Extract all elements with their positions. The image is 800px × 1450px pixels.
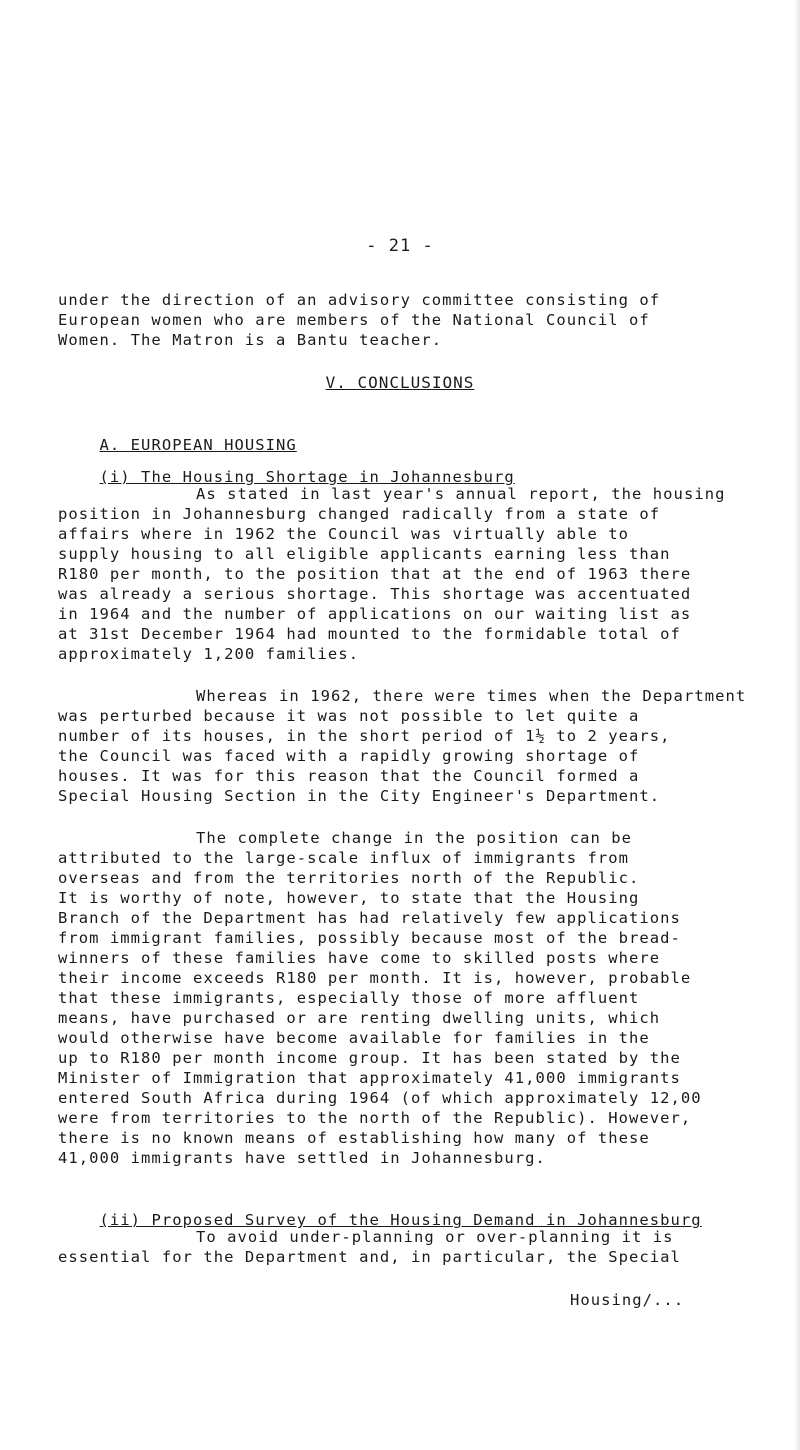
section-heading <box>0 373 800 392</box>
para1-line-5: R180 per month, to the position that at the end of 1963 there <box>58 565 692 583</box>
intro-line-2: European women who are members of the National Council of <box>58 311 650 329</box>
para1-line-6: was already a serious shortage. This shortage was accentuated <box>58 585 692 603</box>
heading-ii-text: (ii) Proposed Survey of the Housing Demand in Johannesburg <box>99 1211 702 1230</box>
heading-i-text: (i) The Housing Shortage in Johannesburg <box>99 468 515 487</box>
page-edge-shadow <box>794 0 800 1450</box>
para3-line-2: attributed to the large-scale influx of immigrants from <box>58 849 629 867</box>
para2-line-6: Special Housing Section in the City Engineer's Department. <box>58 787 661 805</box>
para3-line-12: up to R180 per month income group. It has been stated by the <box>58 1049 681 1067</box>
para1-line-7: in 1964 and the number of applications on our waiting list as <box>58 605 692 623</box>
para3-line-5: Branch of the Department has had relatively few applications <box>58 909 681 927</box>
para3-line-1 <box>58 828 798 848</box>
para3-line-6: from immigrant families, possibly because most of the bread- <box>58 929 681 947</box>
para3-line-17: 41,000 immigrants have settled in Johannesburg. <box>58 1149 546 1167</box>
para3-line-10: means, have purchased or are renting dwelling units, which <box>58 1009 661 1027</box>
para3-line-1-text: The complete change in the position can be <box>196 829 633 847</box>
para2-line-3: number of its houses, in the short period of 1½ to 2 years, <box>58 727 671 745</box>
para1-line-3: affairs where in 1962 the Council was virtually able to <box>58 525 629 543</box>
para3-line-4: It is worthy of note, however, to state that the Housing <box>58 889 640 907</box>
para4-line-1-text: To avoid under-planning or over-planning it is <box>196 1228 674 1246</box>
para1-line-2: position in Johannesburg changed radically from a state of <box>58 505 661 523</box>
catchword: Housing/... <box>570 1291 685 1309</box>
para2-line-5: houses. It was for this reason that the Council formed a <box>58 767 640 785</box>
para2-line-1-text: Whereas in 1962, there were times when the Department <box>196 687 747 705</box>
section-heading-text: V. CONCLUSIONS <box>325 373 475 392</box>
para3-line-16: there is no known means of establishing how many of these <box>58 1129 650 1147</box>
para3-line-7: winners of these families have come to skilled posts where <box>58 949 661 967</box>
intro-line-1: under the direction of an advisory committee consisting of <box>58 291 661 309</box>
para2-line-2: was perturbed because it was not possible to let quite a <box>58 707 640 725</box>
para1-line-1 <box>58 484 798 504</box>
para3-line-13: Minister of Immigration that approximately 41,000 immigrants <box>58 1069 681 1087</box>
para4-line-1 <box>58 1227 798 1247</box>
para3-line-8: their income exceeds R180 per month. It is, however, probable <box>58 969 692 987</box>
para3-line-15: were from territories to the north of the Republic). However, <box>58 1109 692 1127</box>
para3-line-9: that these immigrants, especially those of more affluent <box>58 989 640 1007</box>
para3-line-11: would otherwise have become available for families in the <box>58 1029 650 1047</box>
para3-line-3: overseas and from the territories north of the Republic. <box>58 869 640 887</box>
para3-line-14: entered South Africa during 1964 (of which approximately 12,00 <box>58 1089 702 1107</box>
page-number: - 21 - <box>366 236 434 256</box>
para1-line-1-text: As stated in last year's annual report, the housing <box>196 485 726 503</box>
subsection-heading-text: A. EUROPEAN HOUSING <box>99 436 297 455</box>
intro-line-3: Women. The Matron is a Bantu teacher. <box>58 331 443 349</box>
para2-line-1 <box>58 686 798 706</box>
para1-line-9: approximately 1,200 families. <box>58 645 360 663</box>
para1-line-4: supply housing to all eligible applicants earning less than <box>58 545 671 563</box>
para2-line-4: the Council was faced with a rapidly growing shortage of <box>58 747 640 765</box>
para4-line-2: essential for the Department and, in particular, the Special <box>58 1248 681 1266</box>
para1-line-8: at 31st December 1964 had mounted to the formidable total of <box>58 625 681 643</box>
